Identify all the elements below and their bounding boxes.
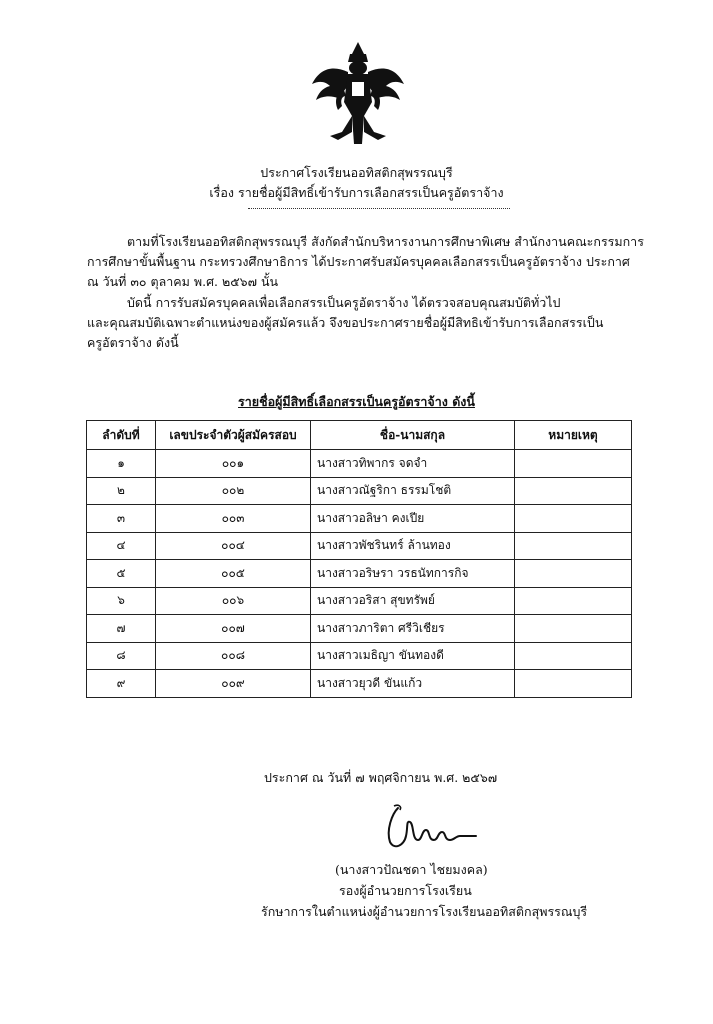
cell-remarks: [515, 615, 632, 643]
announcement-subject: เรื่อง รายชื่อผู้มีสิทธิ์เข้ารับการเลือกสรรเป็นครูอัตราจ้าง: [209, 185, 504, 200]
cell-order: ๑: [87, 450, 156, 478]
signer-position: รองผู้อำนวยการโรงเรียน: [339, 883, 472, 898]
cell-order: ๗: [87, 615, 156, 643]
cell-applicant-id: ๐๐๖: [156, 587, 311, 615]
cell-applicant-id: ๐๐๑: [156, 450, 311, 478]
cell-applicant-id: ๐๐๗: [156, 615, 311, 643]
paragraph-announcement: [87, 293, 635, 353]
cell-full-name: นางสาวทิพากร จดจำ: [311, 450, 515, 478]
table-row: [87, 560, 632, 588]
table-header-row: [87, 421, 632, 450]
paragraph-intro: [87, 232, 644, 292]
paragraph-line: ณ วันที่ ๓๐ ตุลาคม พ.ศ. ๒๕๖๗ นั้น: [87, 274, 279, 289]
cell-full-name: นางสาวยุวดี ขันแก้ว: [311, 670, 515, 698]
cell-remarks: [515, 532, 632, 560]
cell-applicant-id: ๐๐๓: [156, 505, 311, 533]
cell-full-name: นางสาวพัชรินทร์ ล้านทอง: [311, 532, 515, 560]
cell-applicant-id: ๐๐๔: [156, 532, 311, 560]
cell-remarks: [515, 477, 632, 505]
cell-order: ๒: [87, 477, 156, 505]
cell-remarks: [515, 505, 632, 533]
cell-applicant-id: ๐๐๙: [156, 670, 311, 698]
signature-image: [376, 800, 486, 856]
cell-full-name: นางสาวภาริตา ศรีวิเชียร: [311, 615, 515, 643]
cell-remarks: [515, 670, 632, 698]
table-row: [87, 477, 632, 505]
paragraph-line: บัดนี้ การรับสมัครบุคคลเพื่อเลือกสรรเป็นครูอัตราจ้าง ได้ตรวจสอบคุณสมบัติทั่วไป: [127, 295, 561, 310]
table-row: [87, 587, 632, 615]
cell-applicant-id: ๐๐๕: [156, 560, 311, 588]
header-remarks: หมายเหตุ: [515, 421, 632, 450]
cell-order: ๙: [87, 670, 156, 698]
cell-remarks: [515, 587, 632, 615]
signer-name: (นางสาวปัณชดา ไชยมงคล): [335, 862, 488, 877]
header-order: ลำดับที่: [87, 421, 156, 450]
announce-date: ประกาศ ณ วันที่ ๗ พฤศจิกายน พ.ศ. ๒๕๖๗: [264, 770, 498, 785]
header-full-name: ชื่อ-นามสกุล: [311, 421, 515, 450]
table-row: [87, 505, 632, 533]
paragraph-line: ตามที่โรงเรียนออทิสติกสุพรรณบุรี สังกัดสำนักบริหารงานการศึกษาพิเศษ สำนักงานคณะกรรมการ: [127, 234, 644, 249]
cell-full-name: นางสาวอริสา สุขทรัพย์: [311, 587, 515, 615]
cell-remarks: [515, 642, 632, 670]
cell-order: ๔: [87, 532, 156, 560]
header-applicant-id: เลขประจำตัวผู้สมัครสอบ: [156, 421, 311, 450]
table-row: [87, 642, 632, 670]
table-row: [87, 532, 632, 560]
cell-remarks: [515, 450, 632, 478]
table-row: [87, 450, 632, 478]
cell-applicant-id: ๐๐๘: [156, 642, 311, 670]
paragraph-line: การศึกษาขั้นพื้นฐาน กระทรวงศึกษาธิการ ได้ประกาศรับสมัครบุคคลเลือกสรรเป็นครูอัตราจ้าง ประกาศ: [87, 254, 630, 269]
table-row: [87, 670, 632, 698]
cell-full-name: นางสาวณัฐริกา ธรรมโชติ: [311, 477, 515, 505]
cell-remarks: [515, 560, 632, 588]
paragraph-line: และคุณสมบัติเฉพาะตำแหน่งของผู้สมัครแล้ว จึงขอประกาศรายชื่อผู้มีสิทธิเข้ารับการเลือกสรรเป็น: [87, 315, 604, 330]
paragraph-line: ครูอัตราจ้าง ดังนี้: [87, 335, 179, 350]
cell-applicant-id: ๐๐๒: [156, 477, 311, 505]
announcement-title: ประกาศโรงเรียนออทิสติกสุพรรณบุรี: [260, 165, 453, 180]
cell-order: ๕: [87, 560, 156, 588]
dotted-divider: [248, 208, 510, 209]
garuda-emblem-icon: [308, 40, 408, 150]
candidate-table: [86, 420, 632, 698]
cell-full-name: นางสาวอลิษา คงเปีย: [311, 505, 515, 533]
cell-order: ๘: [87, 642, 156, 670]
table-title: รายชื่อผู้มีสิทธิ์เลือกสรรเป็นครูอัตราจ้าง ดังนี้: [238, 394, 475, 409]
table-row: [87, 615, 632, 643]
cell-full-name: นางสาวเมธิญา ขันทองดี: [311, 642, 515, 670]
cell-full-name: นางสาวอริษรา วรธนัทการกิจ: [311, 560, 515, 588]
cell-order: ๓: [87, 505, 156, 533]
signer-acting-position: รักษาการในตำแหน่งผู้อำนวยการโรงเรียนออทิสติกสุพรรณบุรี: [261, 904, 588, 919]
cell-order: ๖: [87, 587, 156, 615]
